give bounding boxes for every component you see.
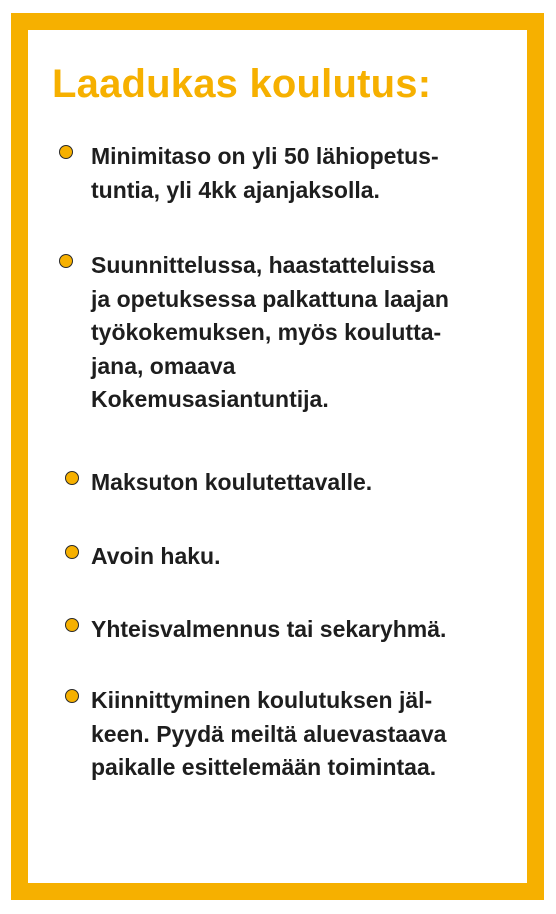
- bullet-dot-icon: [65, 471, 79, 485]
- list-item-text: Avoin haku.: [91, 543, 221, 569]
- list-item-text: Kiinnittyminen koulutuksen jäl- keen. Pyydä meiltä aluevastaava paikalle esittelemään toimintaa.: [91, 687, 447, 780]
- list-item-text: Yhteisvalmennus tai sekaryhmä.: [91, 616, 447, 642]
- bullet-dot-icon: [65, 618, 79, 632]
- list-item: [59, 613, 504, 649]
- bullet-dot-icon: [59, 254, 73, 268]
- list-item: [59, 249, 504, 419]
- bullet-dot-icon: [65, 689, 79, 703]
- list-item: [59, 140, 504, 210]
- list-item-text: Minimitaso on yli 50 lähiopetus- tuntia, yli 4kk ajanjaksolla.: [91, 143, 439, 203]
- list-item: [59, 684, 504, 789]
- list-item-text: Maksuton koulutettavalle.: [91, 469, 373, 495]
- list-item: [59, 466, 504, 502]
- bullet-dot-icon: [59, 145, 73, 159]
- box-title: Laadukas koulutus:: [52, 62, 432, 106]
- list-item: [59, 540, 504, 576]
- bullet-dot-icon: [65, 545, 79, 559]
- list-item-text: Suunnittelussa, haastatteluissa ja opetuksessa palkattuna laajan työkokemuksen, myös koulutta- jana, omaava Kokemusasiantuntija.: [91, 252, 449, 412]
